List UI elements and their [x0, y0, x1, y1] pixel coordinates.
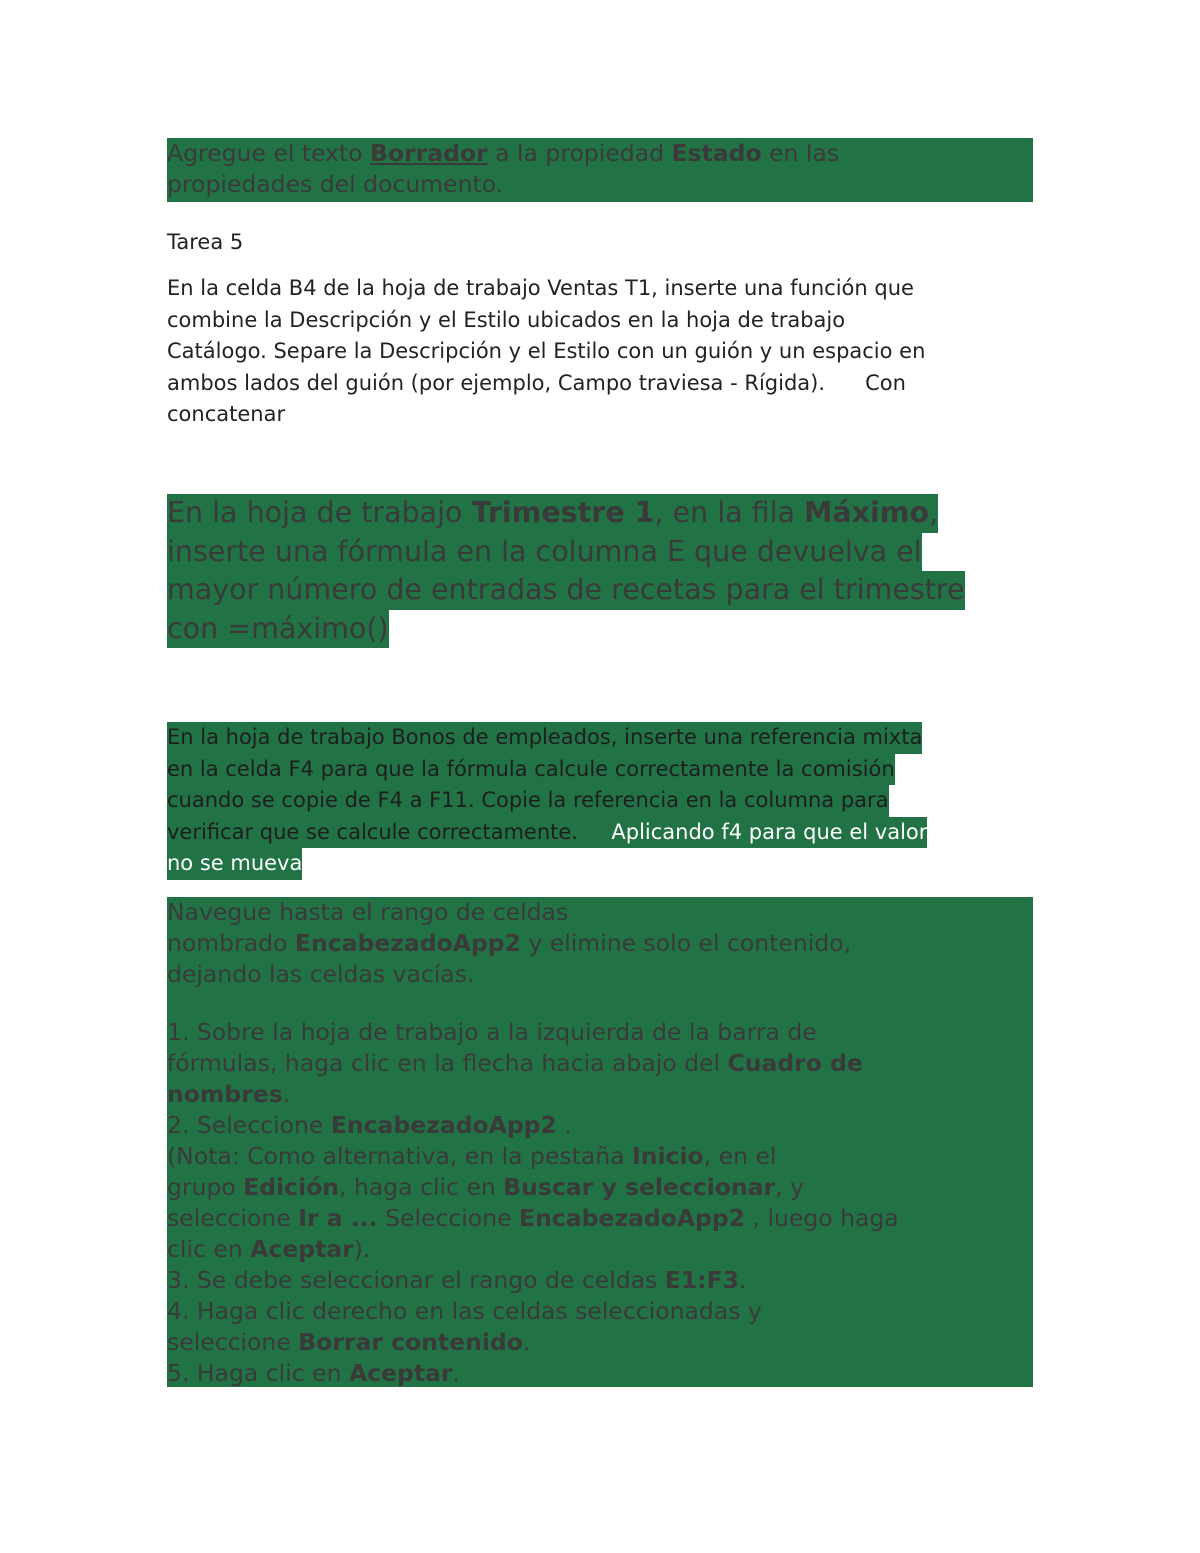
text-line: [167, 928, 1033, 959]
bold-term: Aceptar: [250, 1235, 354, 1263]
text-run: clic en: [167, 1235, 251, 1263]
text-run: en las: [761, 139, 840, 167]
text-line: [167, 1110, 1033, 1141]
text-run: 5. Haga clic en: [167, 1359, 349, 1387]
paragraph-borrador: [167, 138, 1033, 202]
paragraph-concatenar: [167, 273, 1037, 431]
bold-term: Aceptar: [348, 1359, 453, 1387]
text-line: concatenar: [167, 402, 286, 426]
bold-term: Buscar y seleccionar: [503, 1173, 776, 1201]
text-line: [167, 754, 927, 786]
text-run: , haga clic en: [339, 1173, 504, 1201]
bold-term: Trimestre 1: [471, 496, 655, 529]
blank-line: [167, 990, 1033, 1017]
text-line: [167, 138, 1033, 169]
text-run: , en el: [703, 1142, 777, 1170]
bold-term: Estado: [671, 139, 762, 167]
text-line: [167, 1265, 1033, 1296]
text-run: grupo: [167, 1173, 244, 1201]
highlight-run: con =máximo(): [167, 610, 389, 649]
text-line: propiedades del documento.: [167, 170, 504, 198]
text-line: [167, 1079, 1033, 1110]
bold-term: E1:F3: [664, 1266, 739, 1294]
text-run: .: [452, 1359, 460, 1387]
white-note-run: Aplicando f4 para que el valor: [578, 819, 928, 844]
bold-term: nombres: [167, 1080, 283, 1108]
text-line: [167, 817, 927, 849]
text-line: [167, 1234, 1033, 1265]
highlight-run: En la hoja de trabajo Bonos de empleados, inserte una referencia mixta: [167, 722, 922, 754]
text-run: ).: [353, 1235, 371, 1263]
text-run: Seleccione: [377, 1204, 520, 1232]
text-run: seleccione: [167, 1204, 299, 1232]
text-line: En la celda B4 de la hoja de trabajo Ventas T1, inserte una función que: [167, 276, 914, 300]
text-line: [167, 1327, 1033, 1358]
bold-term: Ir a ...: [298, 1204, 378, 1232]
text-run: y elimine solo el contenido,: [520, 929, 852, 957]
text-line: Catálogo. Separe la Descripción y el Estilo con un guión y un espacio en: [167, 339, 926, 363]
highlight-run: mayor número de entradas de recetas para el trimestre: [167, 571, 965, 610]
highlight-run: [167, 817, 927, 849]
text-line: [167, 610, 965, 649]
text-run: (Nota: Como alternativa, en la pestaña: [167, 1142, 633, 1170]
tarea-heading: Tarea 5: [167, 230, 244, 254]
text-run: , luego haga: [745, 1204, 899, 1232]
text-line: [167, 785, 927, 817]
bold-term: Borrar contenido: [298, 1328, 523, 1356]
text-line: [167, 571, 965, 610]
paragraph-maximo: [167, 494, 965, 648]
text-line: Navegue hasta el rango de celdas: [167, 898, 569, 926]
text-run: , y: [775, 1173, 804, 1201]
paragraph-referencia-mixta: [167, 722, 927, 880]
text-run: .: [522, 1328, 531, 1356]
text-run: .: [282, 1080, 291, 1108]
text-run: verificar que se calcule correctamente.: [167, 819, 578, 844]
text-line: [167, 848, 927, 880]
text-run: 2. Seleccione: [167, 1111, 331, 1139]
text-run: 3. Se debe seleccionar el rango de celdas: [167, 1266, 665, 1294]
text-run: a la propiedad: [487, 139, 672, 167]
bold-term: EncabezadoApp2: [294, 929, 521, 957]
text-line: 1. Sobre la hoja de trabajo a la izquierda de la barra de: [167, 1018, 817, 1046]
bold-term: Edición: [243, 1173, 340, 1201]
highlight-run: cuando se copie de F4 a F11. Copie la referencia en la columna para: [167, 785, 889, 817]
text-line: [167, 1141, 1033, 1172]
text-line: dejando las celdas vacías.: [167, 960, 475, 988]
text-line: [167, 494, 965, 533]
text-line: combine la Descripción y el Estilo ubicados en la hoja de trabajo: [167, 307, 846, 332]
highlight-run: [167, 494, 938, 533]
highlight-run: no se mueva: [167, 848, 302, 880]
highlight-run: inserte una fórmula en la columna E que devuelva el: [167, 533, 922, 572]
text-run: ,: [929, 496, 939, 529]
highlight-run: en la celda F4 para que la fórmula calcule correctamente la comisión: [167, 754, 895, 786]
text-line: [167, 1358, 1033, 1389]
bold-term: Máximo: [804, 496, 930, 529]
bold-underlined-term: Borrador: [370, 139, 488, 167]
text-line: ambos lados del guión (por ejemplo, Campo traviesa - Rígida). Con: [167, 370, 906, 395]
text-run: seleccione: [167, 1328, 299, 1356]
text-run: En la hoja de trabajo: [167, 496, 472, 529]
bold-term: EncabezadoApp2: [330, 1111, 557, 1139]
text-line: 4. Haga clic derecho en las celdas seleccionadas y: [167, 1297, 762, 1325]
text-run: .: [556, 1111, 572, 1139]
text-line: [167, 1203, 1033, 1234]
text-run: .: [739, 1266, 747, 1294]
paragraph-encabezado-steps: [167, 897, 1033, 1387]
text-run: Agregue el texto: [167, 139, 371, 167]
text-line: [167, 1172, 1033, 1203]
text-run: , en la fila: [654, 496, 805, 529]
text-line: [167, 1048, 1033, 1079]
text-line: [167, 722, 927, 754]
bold-term: Cuadro de: [727, 1049, 863, 1077]
bold-term: Inicio: [632, 1142, 704, 1170]
text-run: nombrado: [167, 929, 295, 957]
text-run: fórmulas, haga clic en la flecha hacia abajo del: [167, 1049, 728, 1077]
bold-term: EncabezadoApp2: [519, 1204, 746, 1232]
text-line: [167, 533, 965, 572]
